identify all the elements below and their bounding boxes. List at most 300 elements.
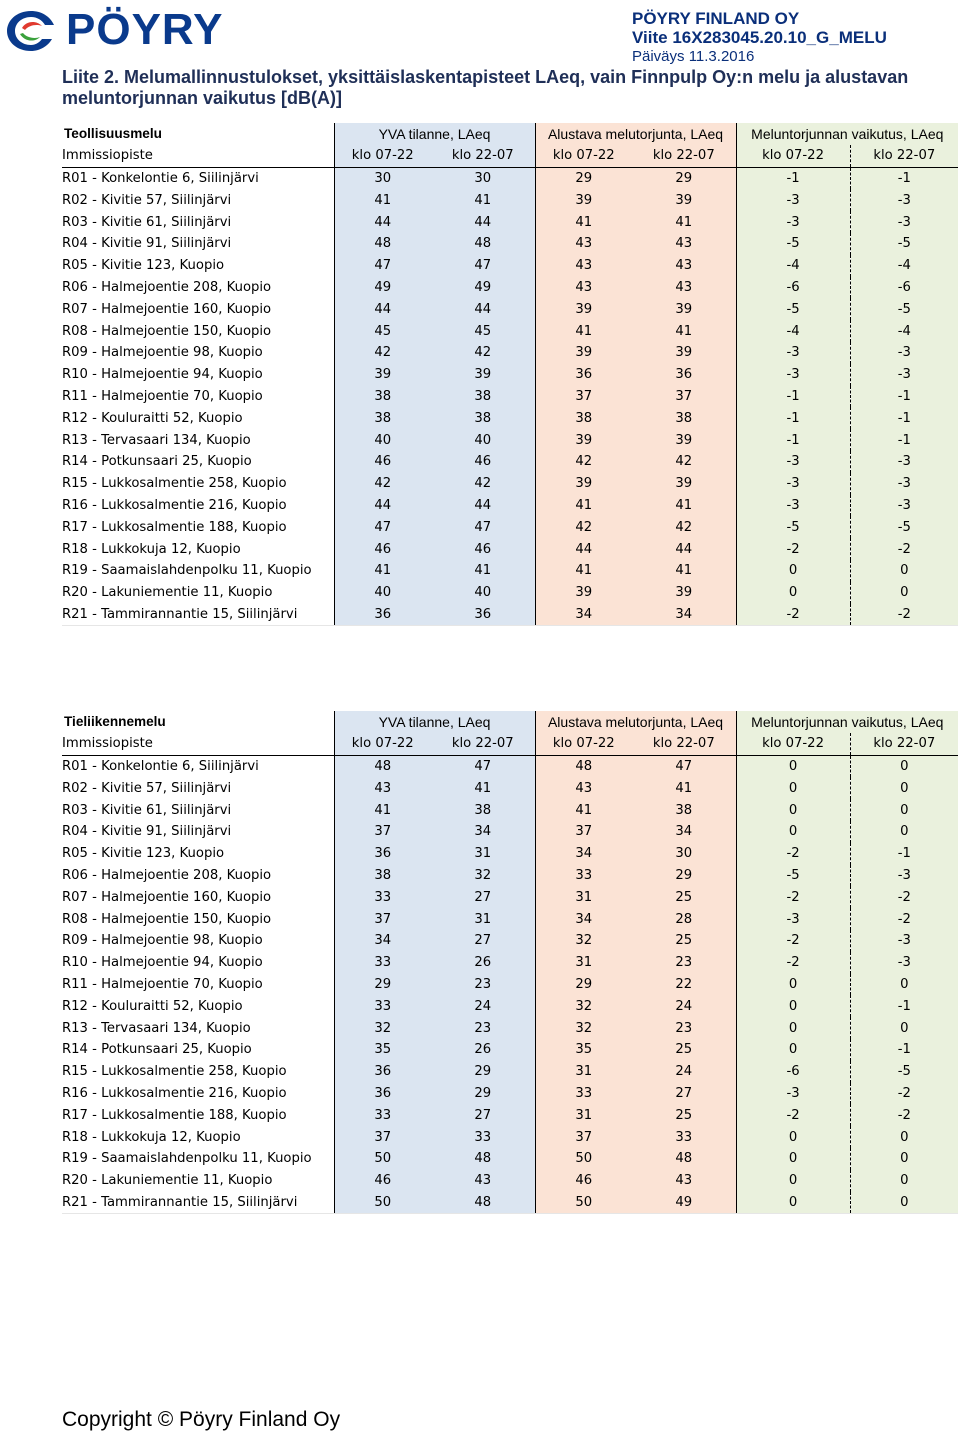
table-row (62, 538, 958, 560)
value-cell: 46 (431, 451, 535, 473)
point-name-cell: R08 - Halmejoentie 150, Kuopio (62, 323, 272, 339)
value-cell: 23 (431, 1017, 535, 1039)
value-cell: -6 (736, 1061, 850, 1083)
value-cell: -1 (850, 843, 958, 865)
value-cell: 24 (632, 995, 736, 1017)
value-cell: 31 (431, 908, 535, 930)
value-cell: 0 (736, 1170, 850, 1192)
value-cell: -3 (850, 865, 958, 887)
value-cell: -1 (736, 167, 850, 189)
table-row (62, 429, 958, 451)
value-cell: 39 (535, 429, 632, 451)
value-cell: 42 (431, 342, 535, 364)
value-cell: 0 (736, 755, 850, 777)
value-cell: 38 (431, 386, 535, 408)
table-row (62, 1104, 958, 1126)
value-cell: 27 (632, 1083, 736, 1105)
value-cell: -3 (736, 908, 850, 930)
table-row (62, 908, 958, 930)
value-cell: 37 (535, 386, 632, 408)
value-cell: 46 (535, 1170, 632, 1192)
value-cell: 0 (850, 777, 958, 799)
value-cell: 44 (334, 298, 431, 320)
point-name-cell: R04 - Kivitie 91, Siilinjärvi (62, 236, 232, 252)
group-header-yva: YVA tilanne, LAeq (334, 123, 535, 145)
group-header-vaikutus: Meluntorjunnan vaikutus, LAeq (736, 123, 958, 145)
point-name-cell: R14 - Potkunsaari 25, Kuopio (62, 454, 252, 470)
value-cell: 31 (535, 1061, 632, 1083)
document-date: Päiväys 11.3.2016 (632, 48, 755, 65)
value-cell: 34 (334, 930, 431, 952)
value-cell: 36 (334, 604, 431, 626)
value-cell: 44 (334, 211, 431, 233)
value-cell: 43 (535, 277, 632, 299)
value-cell: -2 (736, 538, 850, 560)
value-cell: -1 (850, 407, 958, 429)
value-cell: 37 (334, 1126, 431, 1148)
value-cell: 39 (535, 298, 632, 320)
value-cell: 26 (431, 1039, 535, 1061)
value-cell: -5 (850, 516, 958, 538)
value-cell: 35 (535, 1039, 632, 1061)
point-name-cell: R13 - Tervasaari 134, Kuopio (62, 1020, 251, 1036)
value-cell: -2 (736, 930, 850, 952)
value-cell: 46 (431, 538, 535, 560)
value-cell: 0 (850, 821, 958, 843)
table-row (62, 777, 958, 799)
table-row (62, 386, 958, 408)
table-row (62, 189, 958, 211)
table-row (62, 843, 958, 865)
point-name-cell: R12 - Kouluraitti 52, Kuopio (62, 410, 243, 426)
value-cell: 44 (632, 538, 736, 560)
table-row (62, 1170, 958, 1192)
value-cell: 0 (736, 1148, 850, 1170)
value-cell: -2 (736, 952, 850, 974)
table-row (62, 277, 958, 299)
value-cell: 0 (736, 821, 850, 843)
point-name-cell: R06 - Halmejoentie 208, Kuopio (62, 867, 272, 883)
value-cell: 24 (632, 1061, 736, 1083)
value-cell: -3 (736, 189, 850, 211)
value-cell: -1 (850, 1039, 958, 1061)
value-cell: -5 (736, 233, 850, 255)
value-cell: 36 (535, 364, 632, 386)
value-cell: 31 (431, 843, 535, 865)
value-cell: 41 (535, 560, 632, 582)
value-cell: 0 (850, 1017, 958, 1039)
table-row (62, 407, 958, 429)
value-cell: 30 (431, 167, 535, 189)
value-cell: 41 (535, 211, 632, 233)
point-column-header: Immissiopiste (62, 145, 334, 167)
value-cell: -3 (850, 189, 958, 211)
value-cell: -2 (736, 886, 850, 908)
value-cell: -1 (736, 429, 850, 451)
value-cell: 43 (535, 233, 632, 255)
value-cell: 33 (334, 886, 431, 908)
value-cell: 47 (431, 755, 535, 777)
value-cell: 41 (632, 495, 736, 517)
point-name-cell: R01 - Konkelontie 6, Siilinjärvi (62, 170, 259, 186)
value-cell: -1 (850, 995, 958, 1017)
point-column-header: Immissiopiste (62, 733, 334, 755)
value-cell: 49 (632, 1192, 736, 1214)
point-name-cell: R11 - Halmejoentie 70, Kuopio (62, 388, 263, 404)
value-cell: 0 (736, 974, 850, 996)
period-header-day: klo 07-22 (535, 733, 632, 755)
value-cell: 45 (334, 320, 431, 342)
value-cell: 41 (535, 320, 632, 342)
value-cell: 39 (632, 582, 736, 604)
value-cell: 49 (431, 277, 535, 299)
value-cell: -1 (736, 386, 850, 408)
point-name-cell: R10 - Halmejoentie 94, Kuopio (62, 955, 263, 971)
value-cell: 35 (334, 1039, 431, 1061)
value-cell: 0 (850, 582, 958, 604)
point-name-cell: R05 - Kivitie 123, Kuopio (62, 258, 225, 274)
value-cell: -3 (850, 451, 958, 473)
table-row (62, 930, 958, 952)
header-row-periods (62, 733, 958, 755)
value-cell: -3 (736, 364, 850, 386)
value-cell: -2 (850, 886, 958, 908)
value-cell: 44 (431, 298, 535, 320)
value-cell: 29 (431, 1061, 535, 1083)
value-cell: 32 (535, 1017, 632, 1039)
road-traffic-noise-table (62, 711, 958, 1214)
value-cell: -2 (850, 1104, 958, 1126)
value-cell: 38 (431, 799, 535, 821)
value-cell: 36 (334, 843, 431, 865)
table-row (62, 799, 958, 821)
value-cell: 42 (431, 473, 535, 495)
value-cell: 27 (431, 1104, 535, 1126)
value-cell: 40 (431, 429, 535, 451)
value-cell: 38 (632, 799, 736, 821)
value-cell: 36 (431, 604, 535, 626)
point-name-cell: R07 - Halmejoentie 160, Kuopio (62, 889, 272, 905)
point-name-cell: R20 - Lakuniementie 11, Kuopio (62, 1173, 273, 1189)
value-cell: -3 (850, 495, 958, 517)
period-header-night: klo 22-07 (632, 145, 736, 167)
point-name-cell: R21 - Tammirannantie 15, Siilinjärvi (62, 604, 334, 626)
value-cell: 29 (535, 167, 632, 189)
poyry-swirl-icon (4, 8, 58, 54)
table-row (62, 1039, 958, 1061)
value-cell: 23 (431, 974, 535, 996)
value-cell: 46 (334, 451, 431, 473)
point-name-cell: R03 - Kivitie 61, Siilinjärvi (62, 214, 232, 230)
value-cell: 29 (632, 865, 736, 887)
value-cell: 0 (736, 1192, 850, 1214)
value-cell: 42 (632, 451, 736, 473)
table-row (62, 1083, 958, 1105)
value-cell: -3 (736, 342, 850, 364)
group-header-alustava: Alustava melutorjunta, LAeq (535, 711, 736, 733)
value-cell: 39 (535, 342, 632, 364)
point-name-cell: R16 - Lukkosalmentie 216, Kuopio (62, 1085, 287, 1101)
table-row (62, 364, 958, 386)
value-cell: 38 (334, 407, 431, 429)
value-cell: 32 (535, 995, 632, 1017)
value-cell: 29 (535, 974, 632, 996)
logo-wordmark: PÖYRY (66, 5, 224, 54)
value-cell: -3 (850, 364, 958, 386)
value-cell: 47 (334, 255, 431, 277)
value-cell: 37 (632, 386, 736, 408)
value-cell: 0 (850, 755, 958, 777)
value-cell: 29 (334, 974, 431, 996)
value-cell: 25 (632, 886, 736, 908)
value-cell: -4 (850, 255, 958, 277)
value-cell: 31 (535, 886, 632, 908)
table-row (62, 1126, 958, 1148)
table-row (62, 886, 958, 908)
value-cell: 34 (632, 604, 736, 626)
value-cell: -2 (736, 604, 850, 626)
value-cell: 41 (334, 799, 431, 821)
value-cell: 45 (431, 320, 535, 342)
value-cell: 39 (632, 429, 736, 451)
value-cell: -5 (850, 298, 958, 320)
value-cell: 33 (535, 1083, 632, 1105)
value-cell: 34 (431, 821, 535, 843)
page-title: Liite 2. Melumallinnustulokset, yksittäislaskentapisteet LAeq, vain Finnpulp Oy:n melu ja alustavan meluntorjunnan vaikutus [dB(A)] (62, 67, 909, 108)
value-cell: -3 (736, 211, 850, 233)
value-cell: -5 (736, 298, 850, 320)
point-name-cell: R03 - Kivitie 61, Siilinjärvi (62, 802, 232, 818)
value-cell: 39 (632, 473, 736, 495)
point-name-cell: R08 - Halmejoentie 150, Kuopio (62, 911, 272, 927)
table-row (62, 473, 958, 495)
value-cell: 50 (334, 1192, 431, 1214)
value-cell: -3 (736, 495, 850, 517)
value-cell: 23 (632, 1017, 736, 1039)
value-cell: 0 (850, 1148, 958, 1170)
period-header-night: klo 22-07 (850, 733, 958, 755)
point-name-cell: R01 - Konkelontie 6, Siilinjärvi (62, 758, 259, 774)
value-cell: 28 (632, 908, 736, 930)
table-row (62, 560, 958, 582)
value-cell: 41 (632, 777, 736, 799)
value-cell: 23 (632, 952, 736, 974)
value-cell: 39 (535, 473, 632, 495)
table-title: Teollisuusmelu (64, 126, 162, 142)
value-cell: 34 (535, 843, 632, 865)
value-cell: 25 (632, 1039, 736, 1061)
value-cell: 38 (334, 386, 431, 408)
value-cell: -6 (736, 277, 850, 299)
value-cell: -6 (850, 277, 958, 299)
value-cell: 41 (632, 211, 736, 233)
value-cell: 25 (632, 1104, 736, 1126)
value-cell: 48 (334, 755, 431, 777)
value-cell: 0 (736, 777, 850, 799)
value-cell: 40 (334, 582, 431, 604)
value-cell: -2 (850, 604, 958, 626)
value-cell: -5 (736, 516, 850, 538)
point-name-cell: R09 - Halmejoentie 98, Kuopio (62, 345, 263, 361)
table-row (62, 604, 958, 626)
table-row (62, 451, 958, 473)
table-row (62, 1061, 958, 1083)
point-name-cell: R14 - Potkunsaari 25, Kuopio (62, 1042, 252, 1058)
point-name-cell: R18 - Lukkokuja 12, Kuopio (62, 541, 241, 557)
table-row (62, 298, 958, 320)
point-name-cell: R16 - Lukkosalmentie 216, Kuopio (62, 497, 287, 513)
value-cell: 46 (334, 1170, 431, 1192)
value-cell: -4 (736, 255, 850, 277)
value-cell: -3 (736, 1083, 850, 1105)
table-row (62, 516, 958, 538)
table-row (62, 821, 958, 843)
value-cell: 33 (334, 952, 431, 974)
value-cell: 39 (632, 298, 736, 320)
group-header-vaikutus: Meluntorjunnan vaikutus, LAeq (736, 711, 958, 733)
value-cell: 36 (632, 364, 736, 386)
value-cell: -4 (850, 320, 958, 342)
value-cell: 37 (334, 908, 431, 930)
table-row (62, 255, 958, 277)
value-cell: 41 (431, 560, 535, 582)
value-cell: 39 (334, 364, 431, 386)
value-cell: 25 (632, 930, 736, 952)
company-name: PÖYRY FINLAND OY (632, 9, 800, 28)
period-header-day: klo 07-22 (736, 145, 850, 167)
value-cell: 38 (431, 407, 535, 429)
value-cell: 48 (632, 1148, 736, 1170)
table-row (62, 342, 958, 364)
value-cell: 50 (535, 1148, 632, 1170)
value-cell: 0 (736, 799, 850, 821)
table-row (62, 320, 958, 342)
point-name-cell: R18 - Lukkokuja 12, Kuopio (62, 1129, 241, 1145)
group-header-alustava: Alustava melutorjunta, LAeq (535, 123, 736, 145)
value-cell: -1 (850, 386, 958, 408)
value-cell: 36 (334, 1083, 431, 1105)
value-cell: -1 (850, 429, 958, 451)
value-cell: 0 (850, 1192, 958, 1214)
value-cell: -2 (736, 843, 850, 865)
value-cell: 40 (334, 429, 431, 451)
value-cell: 48 (535, 755, 632, 777)
industrial-noise-table (62, 123, 958, 626)
value-cell: 24 (431, 995, 535, 1017)
value-cell: 32 (431, 865, 535, 887)
value-cell: -1 (736, 407, 850, 429)
value-cell: 34 (632, 821, 736, 843)
table-row (62, 211, 958, 233)
table-title: Tieliikennemelu (64, 714, 166, 730)
table-row (62, 1017, 958, 1039)
point-name-cell: R17 - Lukkosalmentie 188, Kuopio (62, 1107, 287, 1123)
value-cell: 27 (431, 886, 535, 908)
point-name-cell: R13 - Tervasaari 134, Kuopio (62, 432, 251, 448)
value-cell: 34 (535, 908, 632, 930)
point-name-cell: R20 - Lakuniementie 11, Kuopio (62, 585, 273, 601)
value-cell: 38 (632, 407, 736, 429)
point-name-cell: R02 - Kivitie 57, Siilinjärvi (62, 192, 232, 208)
value-cell: -2 (850, 908, 958, 930)
value-cell: 31 (535, 1104, 632, 1126)
point-name-cell: R15 - Lukkosalmentie 258, Kuopio (62, 1064, 287, 1080)
copyright-footer: Copyright © Pöyry Finland Oy (62, 1408, 341, 1431)
value-cell: 44 (431, 211, 535, 233)
value-cell: 50 (535, 1192, 632, 1214)
table-row (62, 974, 958, 996)
value-cell: 30 (334, 167, 431, 189)
value-cell: 43 (632, 1170, 736, 1192)
value-cell: -2 (850, 1083, 958, 1105)
header-row-groups (62, 123, 958, 145)
period-header-day: klo 07-22 (334, 145, 431, 167)
table-row (62, 755, 958, 777)
period-header-night: klo 22-07 (632, 733, 736, 755)
value-cell: -3 (736, 473, 850, 495)
value-cell: 33 (535, 865, 632, 887)
value-cell: 44 (334, 495, 431, 517)
table-row (62, 495, 958, 517)
value-cell: 0 (736, 1017, 850, 1039)
value-cell: 39 (535, 189, 632, 211)
document-header (632, 9, 887, 66)
point-name-cell: R19 - Saamaislahdenpolku 11, Kuopio (62, 1151, 312, 1167)
value-cell: 41 (632, 560, 736, 582)
value-cell: -4 (736, 320, 850, 342)
point-name-cell: R04 - Kivitie 91, Siilinjärvi (62, 824, 232, 840)
value-cell: 38 (334, 865, 431, 887)
point-name-cell: R07 - Halmejoentie 160, Kuopio (62, 301, 272, 317)
value-cell: 0 (736, 582, 850, 604)
value-cell: 41 (334, 560, 431, 582)
value-cell: 47 (334, 516, 431, 538)
point-name-cell: R02 - Kivitie 57, Siilinjärvi (62, 780, 232, 796)
value-cell: 44 (535, 538, 632, 560)
value-cell: 44 (431, 495, 535, 517)
value-cell: 32 (535, 930, 632, 952)
value-cell: 39 (431, 364, 535, 386)
value-cell: -2 (850, 538, 958, 560)
value-cell: 42 (632, 516, 736, 538)
period-header-day: klo 07-22 (736, 733, 850, 755)
value-cell: 41 (535, 799, 632, 821)
period-header-day: klo 07-22 (334, 733, 431, 755)
value-cell: 33 (334, 995, 431, 1017)
value-cell: 26 (431, 952, 535, 974)
value-cell: 0 (850, 1170, 958, 1192)
value-cell: 41 (535, 495, 632, 517)
table-row (62, 1148, 958, 1170)
value-cell: -3 (850, 342, 958, 364)
value-cell: 47 (431, 516, 535, 538)
value-cell: 41 (334, 189, 431, 211)
value-cell: 33 (334, 1104, 431, 1126)
value-cell: -3 (850, 952, 958, 974)
value-cell: 50 (334, 1148, 431, 1170)
value-cell: 39 (535, 582, 632, 604)
value-cell: 0 (736, 1126, 850, 1148)
value-cell: -3 (850, 211, 958, 233)
value-cell: 22 (632, 974, 736, 996)
value-cell: -5 (850, 233, 958, 255)
value-cell: 43 (632, 277, 736, 299)
point-name-cell: R15 - Lukkosalmentie 258, Kuopio (62, 476, 287, 492)
value-cell: 43 (632, 233, 736, 255)
value-cell: 43 (431, 1170, 535, 1192)
table-row (62, 1192, 958, 1214)
value-cell: 41 (431, 189, 535, 211)
